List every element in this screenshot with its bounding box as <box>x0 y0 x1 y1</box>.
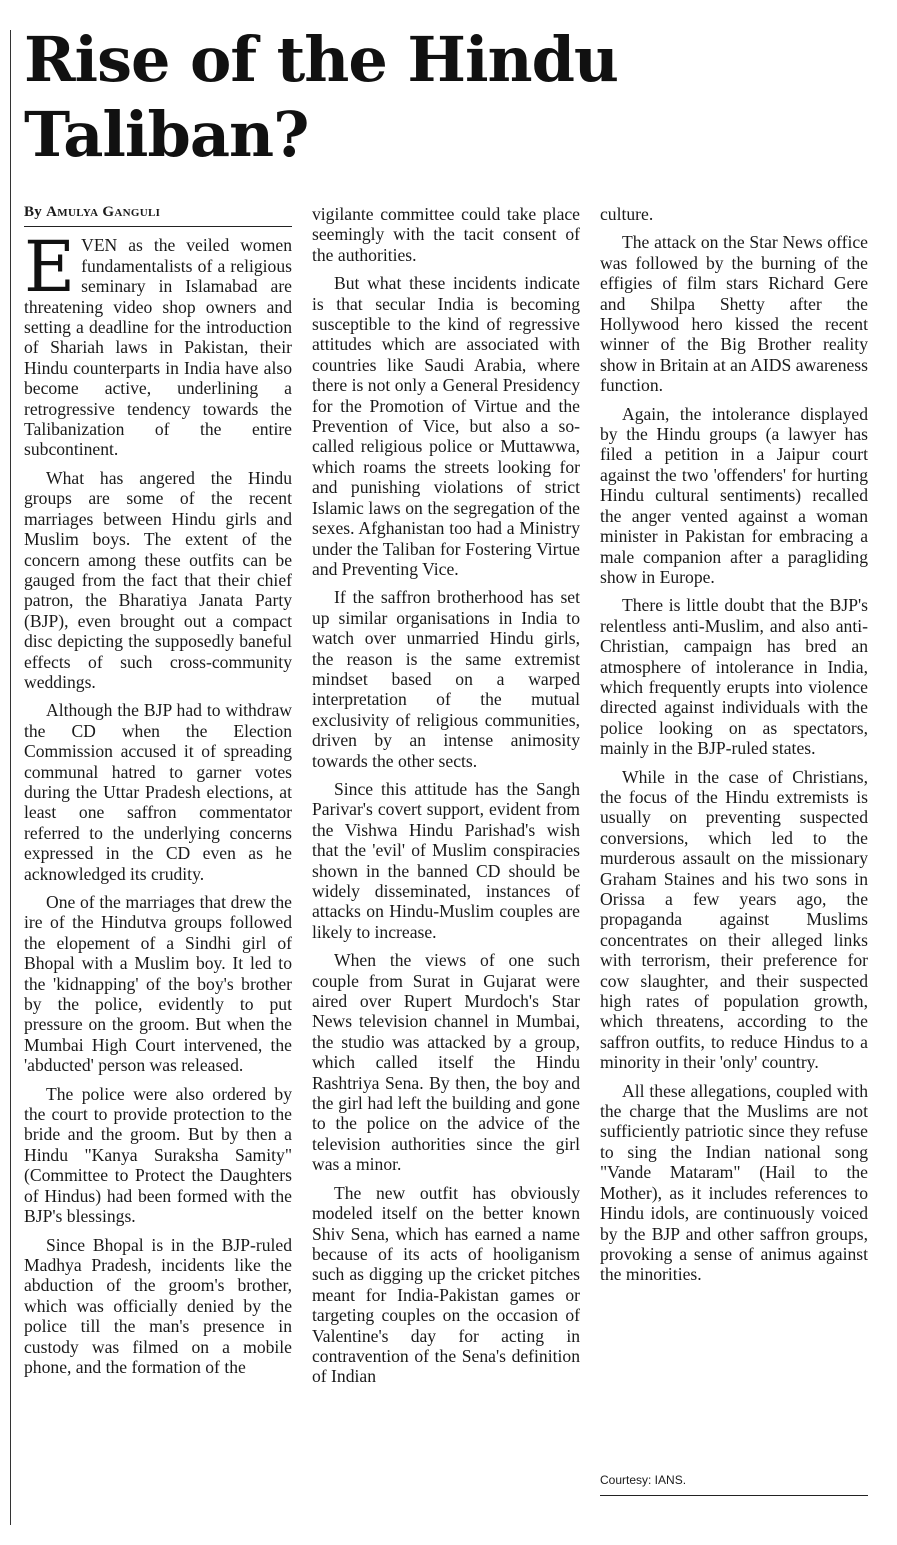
byline <box>24 202 292 227</box>
paragraph: But what these incidents indicate is that secular India is becoming susceptible to the kind of regressive attitudes which are associated with countries like Saudi Arabia, where there is not only a General Presidency for the Promotion of Virtue and the Prevention of Vice, but also a so-called religious police or Muttawwa, which roams the streets looking for and punishing violations of strict Islamic laws on the segregation of the sexes. Afghanistan too had a Ministry under the Taliban for Fostering Virtue and Preventing Vice. <box>312 273 580 579</box>
paragraph: What has angered the Hindu groups are some of the recent marriages between Hindu girls and Muslim boys. The extent of the concern among these outfits can be gauged from the fact that their chief patron, the Bharatiya Janata Party (BJP), even brought out a compact disc depicting the supposedly baneful effects of such cross-community weddings. <box>24 467 292 692</box>
column-3 <box>600 204 868 1293</box>
column-1 <box>24 202 292 1385</box>
paragraph: The new outfit has obviously modeled itself on the better known Shiv Sena, which has earned a name because of its acts of hooliganism such as digging up the cricket pitches meant for India-Pakistan games or targeting couples on the occasion of Valentine's day for acting in contravention of the Sena's definition of Indian <box>312 1182 580 1387</box>
paragraph: Although the BJP had to withdraw the CD when the Election Commission accused it of spreading communal hatred to garner votes during the Uttar Pradesh elections, at least one saffron commentator referred to the underlying concerns expressed in the CD even as he acknowledged its crudity. <box>24 700 292 884</box>
courtesy-credit: Courtesy: IANS. <box>600 1473 868 1496</box>
paragraph: The attack on the Star News office was followed by the burning of the effigies of film stars Richard Gere and Shilpa Shetty after the Hollywood hero kissed the recent winner of the Big Brother reality show in Britain at an AIDS awareness function. <box>600 232 868 396</box>
paragraph: While in the case of Christians, the focus of the Hindu extremists is usually on preventing suspected conversions, which led to the murderous assault on the missionary Graham Staines and his two sons in Orissa a few years ago, the propaganda against Muslims concentrates on their alleged links with terrorism, their preference for cow slaughter, and their suspected high rates of population growth, which threatens, according to the saffron outfits, to reduce Hindus to a minority in their 'only' country. <box>600 766 868 1073</box>
byline-author: Amulya Ganguli <box>46 204 161 220</box>
left-column-rule <box>10 30 11 1525</box>
column-2 <box>312 204 580 1395</box>
drop-cap: E <box>24 226 76 309</box>
paragraph: Since this attitude has the Sangh Parivar's covert support, evident from the Vishwa Hindu Parishad's wish that the 'evil' of Muslim conspiracies shown in the banned CD should be widely disseminated, instances of attacks on Hindu-Muslim couples are likely to increase. <box>312 778 580 942</box>
paragraph: There is little doubt that the BJP's relentless anti-Muslim, and also anti-Christian, campaign has bred an atmosphere of intolerance in India, which frequently erupts into violence directed against individuals with the police looking on as spectators, mainly in the BJP-ruled states. <box>600 595 868 759</box>
paragraph-continued: culture. <box>600 204 654 224</box>
paragraph: Again, the intolerance displayed by the Hindu groups (a lawyer has filed a petition in a Jaipur court against the two 'offenders' for hurting Hindu cultural sentiments) recalled the anger vented against a woman minister in Pakistan for embracing a male companion after a paragliding show in Europe. <box>600 403 868 587</box>
paragraph: One of the marriages that drew the ire of the Hindutva groups followed the elopement of a Sindhi girl of Bhopal with a Muslim boy. It led to the 'kidnapping' of the boy's brother by the police, evidently to put pressure on the groom. But when the Mumbai High Court intervened, the 'abducted' person was released. <box>24 892 292 1076</box>
paragraph: Since Bhopal is in the BJP-ruled Madhya Pradesh, incidents like the abduction of the groom's brother, which was officially denied by the police till the man's presence in custody was filmed on a mobile phone, and the formation of the <box>24 1234 292 1377</box>
byline-prefix: By <box>24 204 43 220</box>
paragraph: EVEN as the veiled women fundamentalists of a religious seminary in Islamabad are threatening video shop owners and setting a deadline for the introduction of Shariah laws in Pakistan, their Hindu counterparts in India have also become active, underlining a retrogressive tendency towards the Talibanization of the entire subcontinent. <box>24 226 292 460</box>
headline: Rise of the Hindu Taliban? <box>24 23 619 171</box>
paragraph: When the views of one such couple from Surat in Gujarat were aired over Rupert Murdoch's Star News television channel in Mumbai, the studio was attacked by a group, which called itself the Hindu Rashtriya Sena. By then, the boy and the girl had left the building and gone to the police on the advice of the television authorities since the girl was a minor. <box>312 950 580 1175</box>
paragraph: All these allegations, coupled with the charge that the Muslims are not sufficiently patriotic since they refuse to sing the Indian national song "Vande Mataram" (Hail to the Mother), as it includes references to Hindu idols, are continuously voiced by the BJP and other saffron groups, provoking a sense of animus against the minorities. <box>600 1080 868 1285</box>
paragraph-continued: vigilante committee could take place seemingly with the tacit consent of the authorities. <box>312 204 580 265</box>
paragraph: The police were also ordered by the court to provide protection to the bride and the groom. But by then a Hindu "Kanya Suraksha Samity" (Committee to Protect the Daughters of Hindus) had been formed with the BJP's blessings. <box>24 1083 292 1227</box>
paragraph: If the saffron brotherhood has set up similar organisations in India to watch over unmarried Hindu girls, the reason is the same extremist mindset based on a warped interpretation of the mutual exclusivity of religious communities, driven by an intense animosity towards the other sects. <box>312 587 580 771</box>
